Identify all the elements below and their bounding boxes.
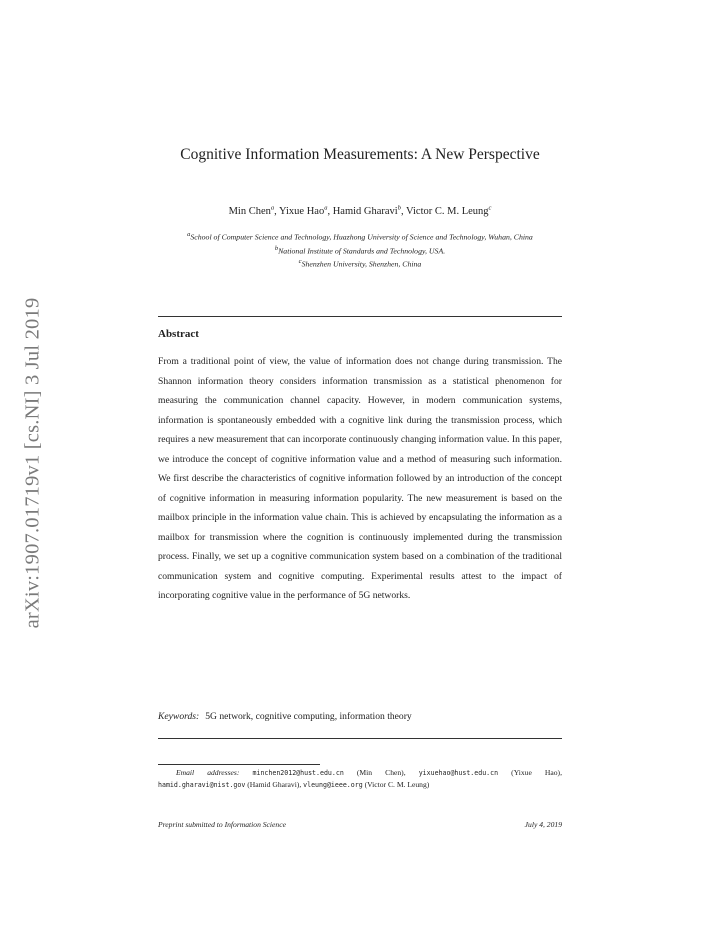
paper-title: Cognitive Information Measurements: A New Perspective: [180, 146, 540, 163]
author-list: [158, 204, 562, 217]
abstract-bottom-rule: [158, 738, 562, 739]
author: Victor C. M. Leung$^c$: [406, 204, 492, 217]
affiliation: $^b$National Institute of Standards and Technology, USA.: [274, 244, 446, 256]
email-link[interactable]: hamid.gharavi@nist.gov: [158, 781, 246, 789]
keywords-text: 5G network, cognitive computing, information theory: [205, 711, 412, 722]
email-link[interactable]: minchen2012@hust.edu.cn: [252, 769, 344, 777]
email-entry: hamid.gharavi@nist.gov (Hamid Gharavi),: [158, 780, 304, 789]
author: Hamid Gharavi$^b$,: [332, 204, 407, 217]
email-link[interactable]: yixuehao@hust.edu.cn: [418, 769, 499, 777]
affiliations: [170, 229, 550, 270]
abstract-body: [158, 352, 562, 606]
email-entry: yixuehao@hust.edu.cn (Yixue Hao),: [418, 768, 562, 777]
email-entry: minchen2012@hust.edu.cn (Min Chen),: [252, 768, 419, 777]
author: Yixue Hao$^a$,: [279, 204, 333, 217]
preprint-date: July 4, 2019: [524, 820, 562, 829]
abstract-text: From a traditional point of view, the value of information does not change during transmission. The Shannon information theory considers information transmission as a statistical phenomenon for measuring the communication channel capacity. However, in modern communication systems, information is spontaneously embedded with a cognitive link during the transmission process, which requires a new measurement that can incorporate continuously changing information value. In this paper, we introduce the concept of cognitive information value and a method of measuring such information. We first describe the characteristics of cognitive information followed by an introduction of the concept of cognitive information in measuring information popularity. The new measurement is based on the mailbox principle in the information value chain. This is achieved by encapsulating the information as a mailbox for transmission where the cognition is continuously implemented during the transmission process. Finally, we set up a cognitive communication system based on a combination of the traditional communication system and cognitive computing. Experimental results attest to the impact of incorporating cognitive value in the performance of 5G networks.: [158, 356, 562, 601]
email-link[interactable]: vleung@ieee.org: [303, 781, 363, 789]
keywords-label: Keywords:: [158, 711, 200, 722]
footnote-emails: [158, 767, 562, 791]
arxiv-identifier-text: arXiv:1907.01719v1 [cs.NI] 3 Jul 2019: [21, 297, 44, 629]
abstract-heading: Abstract: [158, 328, 199, 340]
affiliation: $^a$School of Computer Science and Technology, Huazhong University of Science and Technology, Wuhan, China: [187, 231, 533, 242]
footnote-label: Email addresses:: [176, 768, 240, 777]
affiliation: $^c$Shenzhen University, Shenzhen, China: [298, 258, 422, 269]
footnote-rule: [158, 764, 320, 765]
email-entry: vleung@ieee.org (Victor C. M. Leung): [303, 780, 430, 789]
arxiv-identifier: [18, 268, 48, 658]
abstract-top-rule: [158, 316, 562, 317]
preprint-note: Preprint submitted to Information Science: [158, 820, 286, 829]
author: Min Chen$^a$,: [228, 204, 279, 217]
keywords: [158, 711, 562, 722]
